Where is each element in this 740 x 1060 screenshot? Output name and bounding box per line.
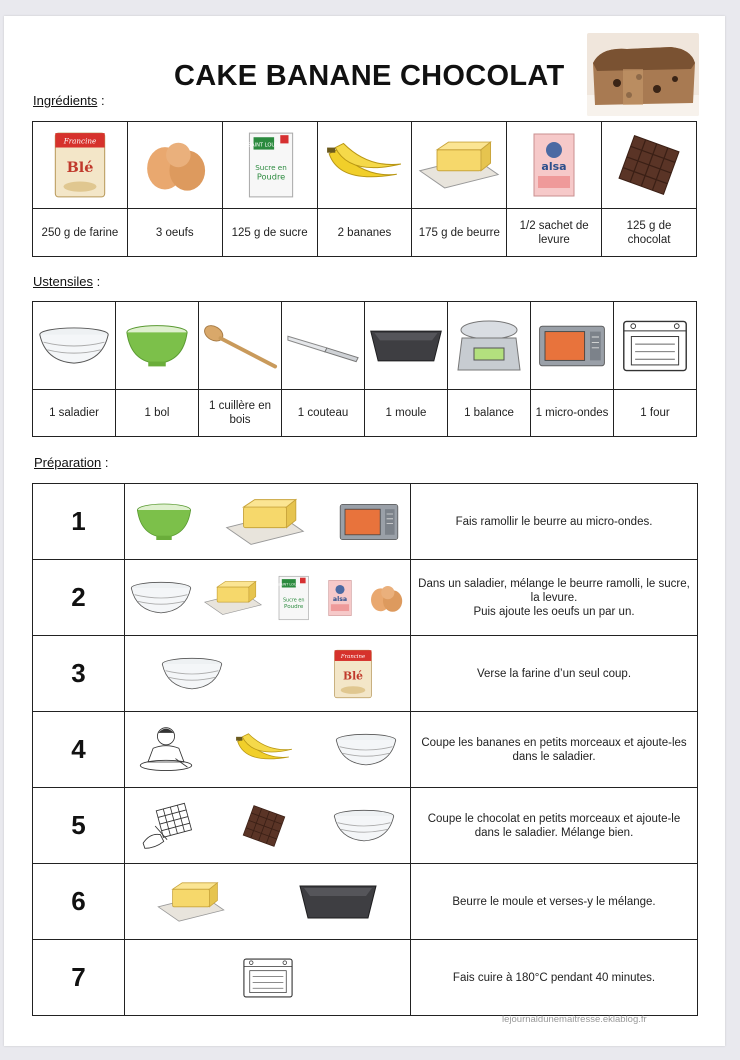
step-pictures: [125, 940, 411, 1016]
kitchen-scale-icon: [454, 315, 524, 377]
step-pictures: [125, 712, 411, 788]
step-row: [33, 788, 698, 864]
utensil-label: 1 four: [614, 390, 697, 437]
step-pictures: [125, 560, 411, 636]
glass-bowl-icon: [128, 579, 194, 617]
step-row: [33, 864, 698, 940]
ingredient-label: 175 g de beurre: [412, 209, 507, 257]
page-title: CAKE BANANE CHOCOLAT: [174, 60, 565, 92]
preparation-heading: Préparation :: [34, 455, 109, 470]
step-instruction: Fais ramollir le beurre au micro-ondes.: [411, 484, 698, 560]
chocolate-bar-icon: [239, 804, 289, 848]
utensil-cell: [614, 302, 697, 390]
step-row: [33, 484, 698, 560]
step-pictures: [125, 864, 411, 940]
utensils-labels-row: [33, 390, 697, 437]
step-number: 1: [33, 484, 125, 560]
cutting-chocolate-icon: [138, 799, 198, 853]
step-number: 4: [33, 712, 125, 788]
step-instruction: Fais cuire à 180°C pendant 40 minutes.: [411, 940, 698, 1016]
oven-icon: [241, 956, 295, 1000]
cake-mold-icon: [296, 877, 380, 927]
utensil-label: 1 balance: [448, 390, 531, 437]
utensil-cell: [365, 302, 448, 390]
ingredient-cell: [127, 122, 222, 209]
step-pictures: [125, 484, 411, 560]
utensils-heading: Ustensiles :: [33, 274, 101, 289]
utensil-label: 1 saladier: [33, 390, 116, 437]
utensil-label: 1 cuillère en bois: [199, 390, 282, 437]
utensil-cell: [282, 302, 365, 390]
butter-icon: [155, 878, 227, 926]
green-bowl-icon: [134, 501, 194, 543]
utensil-cell: [531, 302, 614, 390]
step-number: 6: [33, 864, 125, 940]
ingredient-label: 250 g de farine: [33, 209, 128, 257]
microwave-icon: [536, 320, 608, 372]
step-instruction: Coupe le chocolat en petits morceaux et ajoute-le dans le saladier. Mélange bien.: [411, 788, 698, 864]
ingredients-labels-row: [33, 209, 697, 257]
ingredients-images-row: [33, 122, 697, 209]
step-instruction: Dans un saladier, mélange le beurre ramolli, le sucre, la levure. Puis ajoute les oeufs un par un.: [411, 560, 698, 636]
step-instruction: Verse la farine d’un seul coup.: [411, 636, 698, 712]
green-bowl-icon: [123, 322, 191, 370]
glass-bowl-icon: [36, 324, 112, 368]
microwave-icon: [337, 498, 401, 546]
yeast-packet-icon: [323, 577, 357, 619]
recipe-page: [4, 16, 725, 1046]
step-row: [33, 636, 698, 712]
step-row: [33, 560, 698, 636]
step-number: 5: [33, 788, 125, 864]
utensils-images-row: [33, 302, 697, 390]
knife-icon: [284, 326, 362, 366]
sugar-box-icon: [272, 569, 314, 627]
utensil-label: 1 moule: [365, 390, 448, 437]
bananas-icon: [233, 730, 295, 770]
butter-icon: [202, 577, 264, 619]
step-number: 7: [33, 940, 125, 1016]
yeast-packet-icon: [524, 130, 584, 200]
ingredient-label: 125 g de sucre: [222, 209, 317, 257]
eggs-icon: [365, 582, 407, 614]
utensils-table: [32, 301, 697, 437]
cake-photo: [587, 33, 699, 116]
step-row: [33, 940, 698, 1016]
step-instruction: Coupe les bananes en petits morceaux et ajoute-les dans le saladier.: [411, 712, 698, 788]
preparation-table: [32, 483, 698, 1016]
step-instruction: Beurre le moule et verses-y le mélange.: [411, 864, 698, 940]
step-row: [33, 712, 698, 788]
ingredient-label: 2 bananes: [317, 209, 412, 257]
step-number: 2: [33, 560, 125, 636]
utensil-label: 1 bol: [116, 390, 199, 437]
ingredient-cell: [602, 122, 697, 209]
ingredient-label: 1/2 sachet de levure: [507, 209, 602, 257]
ingredient-cell: [412, 122, 507, 209]
cake-mold-icon: [367, 324, 445, 368]
utensil-cell: [448, 302, 531, 390]
utensil-cell: [33, 302, 116, 390]
butter-icon: [223, 494, 307, 550]
bananas-icon: [323, 139, 405, 191]
ingredient-label: 125 g de chocolat: [602, 209, 697, 257]
butter-icon: [416, 136, 502, 194]
ingredient-cell: [507, 122, 602, 209]
glass-bowl-icon: [333, 731, 399, 769]
ingredient-cell: [222, 122, 317, 209]
flour-bag-icon: [330, 644, 376, 704]
step-number: 3: [33, 636, 125, 712]
utensil-cell: [199, 302, 282, 390]
oven-icon: [620, 317, 690, 375]
step-pictures: [125, 788, 411, 864]
eggs-icon: [136, 137, 214, 193]
ingredient-label: 3 oeufs: [127, 209, 222, 257]
ingredients-heading: Ingrédients :: [33, 93, 105, 108]
sugar-box-icon: [239, 129, 301, 201]
utensil-label: 1 couteau: [282, 390, 365, 437]
glass-bowl-icon: [331, 807, 397, 845]
chocolate-bar-icon: [613, 134, 685, 196]
ingredients-table: [32, 121, 697, 257]
glass-bowl-icon: [159, 655, 225, 693]
flour-bag-icon: [49, 129, 111, 201]
ingredient-cell: [317, 122, 412, 209]
utensil-label: 1 micro-ondes: [531, 390, 614, 437]
wooden-spoon-icon: [201, 321, 279, 371]
utensil-cell: [116, 302, 199, 390]
ingredient-cell: [33, 122, 128, 209]
child-cutting-icon: [136, 723, 196, 777]
step-pictures: [125, 636, 411, 712]
source-footer: lejournaldunemaitresse.eklablog.fr: [502, 1014, 647, 1025]
